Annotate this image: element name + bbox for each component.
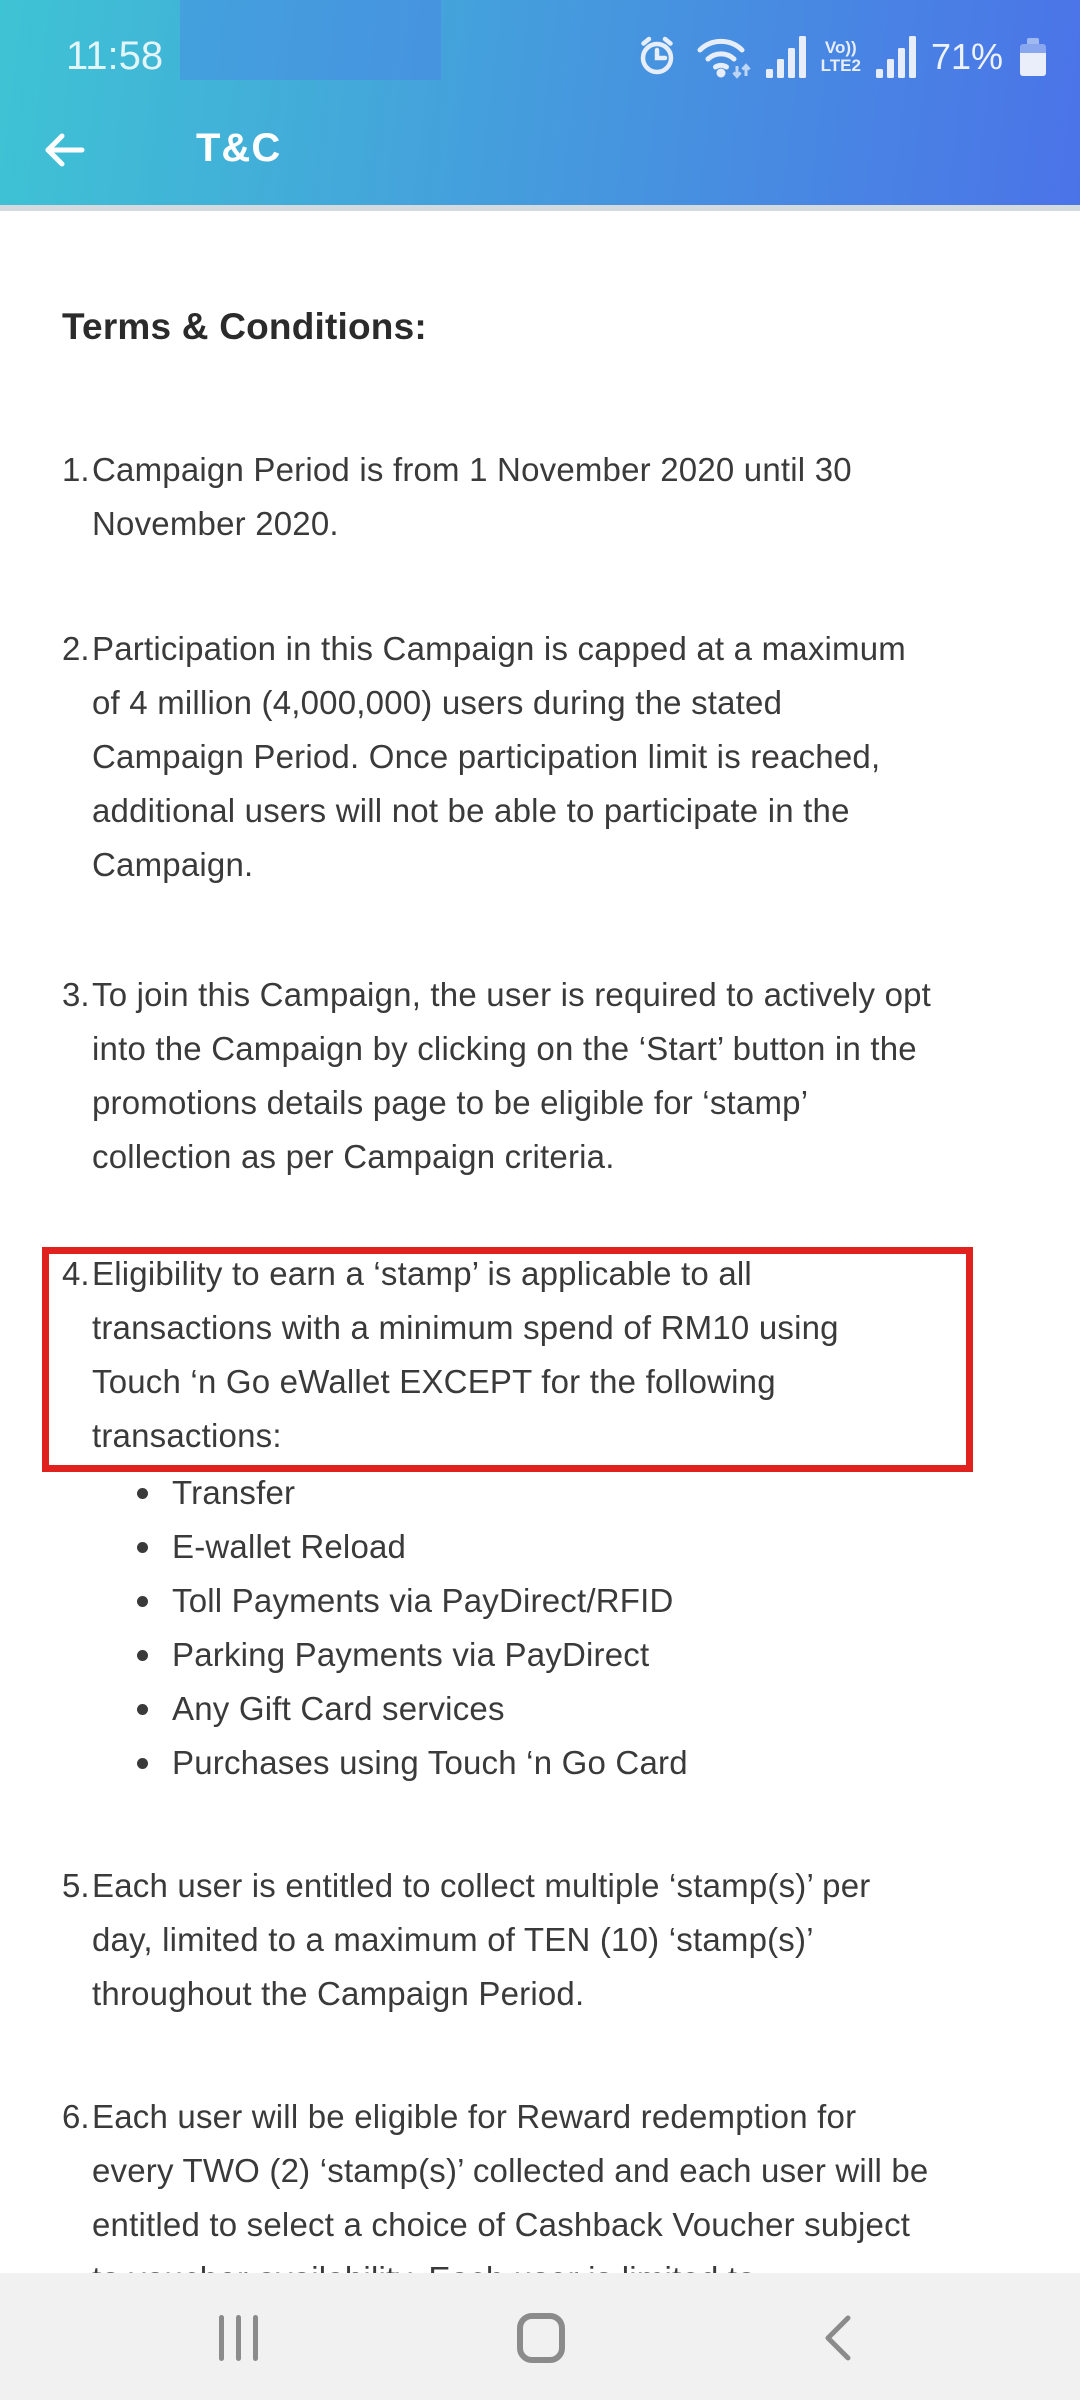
tc-line: Participation in this Campaign is capped at a maximum <box>92 630 906 667</box>
home-icon[interactable] <box>517 2313 565 2363</box>
header-divider <box>0 205 1080 211</box>
tc-line: November 2020. <box>92 505 339 542</box>
tc-item-number: 3. <box>62 976 90 1013</box>
tc-line: day, limited to a maximum of TEN (10) ‘stamp(s)’ <box>92 1921 814 1958</box>
page-title: T&C <box>196 126 282 170</box>
tc-line: Each user will be eligible for Reward redemption for <box>92 2098 857 2135</box>
recents-icon[interactable] <box>219 2315 258 2361</box>
status-bar-overlay <box>180 0 441 80</box>
signal-bars-sim1-icon <box>766 34 806 80</box>
tc-item-number: 6. <box>62 2098 90 2135</box>
tc-line: collection as per Campaign criteria. <box>92 1138 615 1175</box>
exclusion-item: Toll Payments via PayDirect/RFID <box>172 1574 688 1628</box>
status-time: 11:58 <box>66 34 164 78</box>
tc-line: of 4 million (4,000,000) users during the stated <box>92 684 783 721</box>
tc-item-number: 1. <box>62 451 90 488</box>
bullet-icon <box>137 1650 148 1661</box>
tc-line: throughout the Campaign Period. <box>92 1975 585 2012</box>
wifi-icon <box>695 34 751 80</box>
bullet-icon <box>137 1596 148 1607</box>
tc-line: Touch ‘n Go eWallet EXCEPT for the following <box>92 1363 776 1400</box>
bullet-icon <box>137 1704 148 1715</box>
battery-percent-label: 71% <box>930 36 1003 77</box>
exclusion-item: Parking Payments via PayDirect <box>172 1628 688 1682</box>
exclusion-item: Purchases using Touch ‘n Go Card <box>172 1736 688 1790</box>
terms-scroll-area[interactable] <box>0 211 1080 2273</box>
tc-item-number: 4. <box>62 1255 90 1292</box>
volte-top-label: Vo)) <box>824 38 857 57</box>
tc-line: Campaign Period is from 1 November 2020 until 30 <box>92 451 852 488</box>
tc-line: transactions: <box>92 1417 282 1454</box>
tc-item-number: 5. <box>62 1867 90 1904</box>
volte-bottom-label: LTE2 <box>820 56 861 75</box>
tc-item-number: 2. <box>62 630 90 667</box>
volte-indicator <box>821 39 861 75</box>
tc-line: To join this Campaign, the user is required to actively opt <box>92 976 932 1013</box>
exclusion-item: Transfer <box>172 1466 688 1520</box>
alarm-icon <box>634 32 680 83</box>
tc-line: promotions details page to be eligible for ‘stamp’ <box>92 1084 809 1121</box>
tc-line: into the Campaign by clicking on the ‘Start’ button in the <box>92 1030 917 1067</box>
tc-line: Campaign. <box>92 846 254 883</box>
app-bar <box>0 0 1080 205</box>
tc-item-4 <box>62 1247 839 1463</box>
back-icon[interactable] <box>820 2314 854 2362</box>
document-heading: Terms & Conditions: <box>62 306 427 347</box>
status-icons <box>634 30 1046 84</box>
tc-item-5 <box>62 1859 870 2021</box>
exclusions-list <box>172 1466 688 1790</box>
tc-line: entitled to select a choice of Cashback Voucher subject <box>92 2206 911 2243</box>
tc-line: every TWO (2) ‘stamp(s)’ collected and each user will be <box>92 2152 929 2189</box>
signal-bars-sim2-icon <box>876 34 916 80</box>
tc-line: transactions with a minimum spend of RM10 using <box>92 1309 839 1346</box>
tc-item-1 <box>62 443 852 551</box>
tc-item-2 <box>62 622 906 892</box>
exclusion-item: Any Gift Card services <box>172 1682 688 1736</box>
bullet-icon <box>137 1488 148 1499</box>
exclusion-item: E-wallet Reload <box>172 1520 688 1574</box>
battery-icon <box>1020 38 1046 76</box>
bullet-icon <box>137 1542 148 1553</box>
tc-item-3 <box>62 968 931 1184</box>
back-button[interactable] <box>38 124 90 176</box>
tc-line: Each user is entitled to collect multiple ‘stamp(s)’ per <box>92 1867 871 1904</box>
tc-line: Eligibility to earn a ‘stamp’ is applicable to all <box>92 1255 752 1292</box>
bullet-icon <box>137 1758 148 1769</box>
tc-line: additional users will not be able to participate in the <box>92 792 850 829</box>
tc-line: Campaign Period. Once participation limit is reached, <box>92 738 881 775</box>
